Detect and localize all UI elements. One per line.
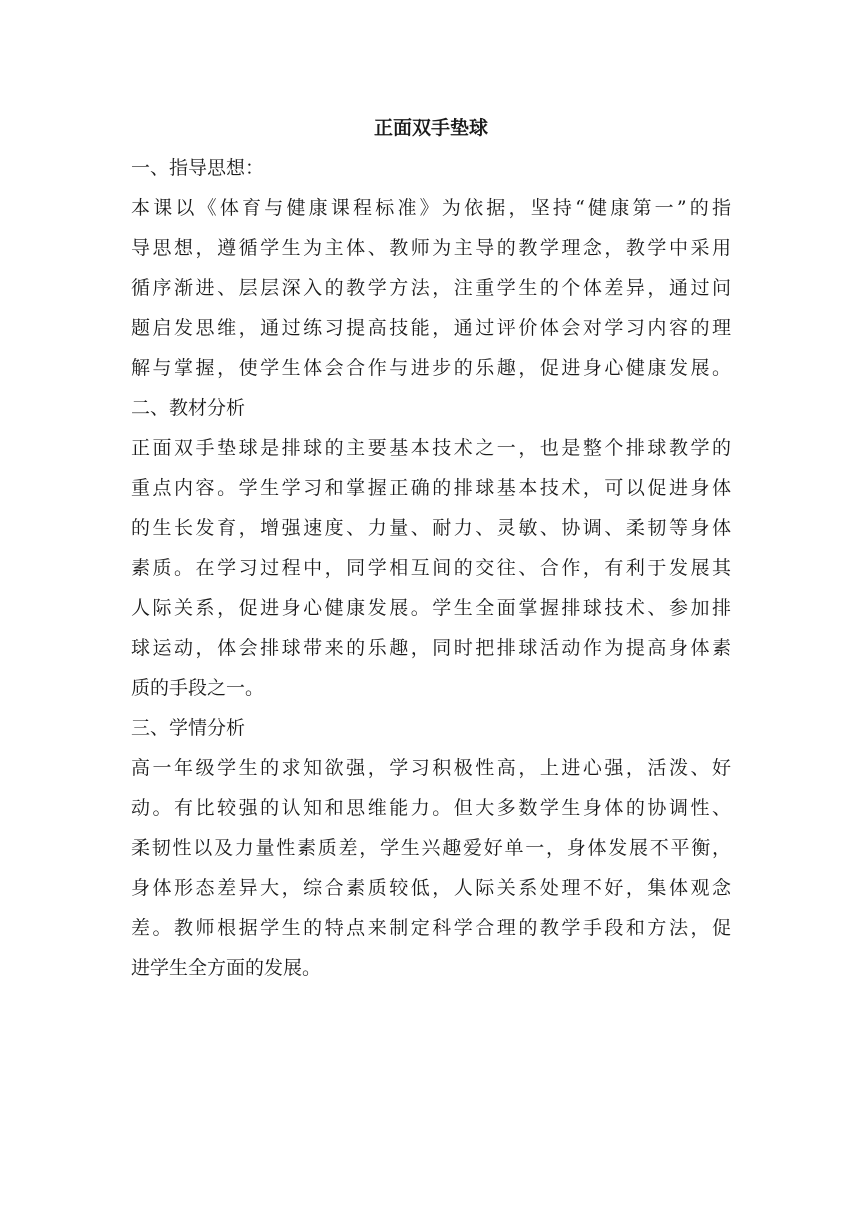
paragraph-line: 重点内容。学生学习和掌握正确的排球基本技术，可以促进身体 xyxy=(131,477,731,499)
paragraph-line: 差。教师根据学生的特点来制定科学合理的教学手段和方法，促 xyxy=(131,917,731,939)
paragraph-line: 人际关系，促进身心健康发展。学生全面掌握排球技术、参加排 xyxy=(131,597,731,619)
section-heading: 一、指导思想： xyxy=(131,157,265,179)
section-learner-analysis xyxy=(131,708,731,988)
section-textbook-analysis xyxy=(131,388,731,708)
paragraph-line: 题启发思维，通过练习提高技能，通过评价体会对学习内容的理 xyxy=(131,317,731,339)
paragraph-line: 柔韧性以及力量性素质差，学生兴趣爱好单一，身体发展不平衡， xyxy=(131,837,731,859)
paragraph-line: 导思想，遵循学生为主体、教师为主导的教学理念，教学中采用 xyxy=(131,237,731,259)
section-guiding-ideology xyxy=(131,148,731,388)
section-paragraph xyxy=(131,188,731,388)
paragraph-line: 球运动，体会排球带来的乐趣，同时把排球活动作为提高身体素 xyxy=(131,637,731,659)
section-heading: 二、教材分析 xyxy=(131,397,246,419)
paragraph-line: 高一年级学生的求知欲强，学习积极性高，上进心强，活泼、好 xyxy=(131,757,731,779)
page-title: 正面双手垫球 xyxy=(373,117,488,139)
section-paragraph xyxy=(131,748,731,988)
paragraph-line: 本课以《体育与健康课程标准》为依据，坚持“健康第一”的指 xyxy=(131,197,731,219)
section-heading: 三、学情分析 xyxy=(131,717,246,739)
paragraph-line: 的生长发育，增强速度、力量、耐力、灵敏、协调、柔韧等身体 xyxy=(131,517,731,539)
paragraph-line: 身体形态差异大，综合素质较低，人际关系处理不好，集体观念 xyxy=(131,877,731,899)
paragraph-line: 正面双手垫球是排球的主要基本技术之一，也是整个排球教学的 xyxy=(131,437,731,459)
paragraph-line: 循序渐进、层层深入的教学方法，注重学生的个体差异，通过问 xyxy=(131,277,731,299)
paragraph-line: 进学生全方面的发展。 xyxy=(131,957,322,979)
paragraph-line: 素质。在学习过程中，同学相互间的交往、合作，有利于发展其 xyxy=(131,557,731,579)
paragraph-line: 解与掌握，使学生体会合作与进步的乐趣，促进身心健康发展。 xyxy=(131,357,731,379)
paragraph-line: 质的手段之一。 xyxy=(131,677,265,699)
paragraph-line: 动。有比较强的认知和思维能力。但大多数学生身体的协调性、 xyxy=(131,797,731,819)
document-page xyxy=(131,108,731,988)
section-paragraph xyxy=(131,428,731,708)
